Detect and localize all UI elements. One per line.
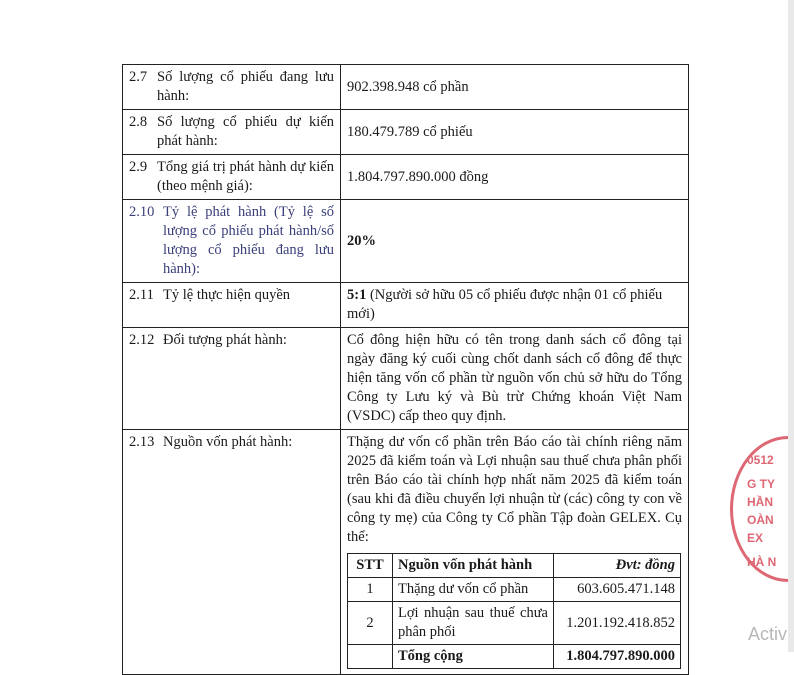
company-seal: [730, 436, 794, 582]
row-number: 2.8: [129, 114, 148, 130]
row-number: 2.13: [129, 434, 155, 450]
issuance-info-table: [122, 64, 689, 675]
row-number: 2.11: [129, 287, 154, 303]
seal-text: OÀN: [747, 513, 774, 527]
exercise-ratio-note: (Người sở hữu 05 cổ phiếu được nhận 01 cổ phiếu mới): [347, 287, 663, 322]
row-value-cell: [341, 430, 689, 675]
label-cell: [123, 283, 341, 328]
label-cell: [123, 110, 341, 155]
row-number: 2.9: [129, 159, 148, 175]
cell-stt-empty: [348, 645, 393, 669]
row-value: Thặng dư vốn cổ phần trên Báo cáo tài chính riêng năm 2025 đã kiểm toán và Lợi nhuận sau thuế chưa phân phối trên Báo cáo tài chính hợp nhất năm 2025 đã kiểm toán (sau khi đã điều chuyển lợi nhuận từ (các) công ty con về công ty mẹ) của Công ty Cổ phần Tập đoàn GELEX. Cụ thể:: [347, 434, 682, 545]
activation-watermark: Activ: [748, 624, 788, 644]
row-value: 20%: [341, 200, 689, 283]
scrollbar-track[interactable]: [788, 0, 794, 652]
row-label: Đối tượng phát hành:: [163, 332, 287, 348]
label-cell: [123, 65, 341, 110]
header-stt: STT: [348, 554, 393, 578]
total-label: Tổng cộng: [393, 645, 554, 669]
table-row: [123, 155, 689, 200]
cell-amount: 603.605.471.148: [554, 578, 681, 602]
row-label: Tỷ lệ phát hành (Tỷ lệ số lượng cổ phiếu phát hành/số lượng cổ phiếu đang lưu hành):: [163, 204, 334, 277]
label-cell: [123, 430, 341, 675]
cell-stt: 1: [348, 578, 393, 602]
seal-text: G TY: [747, 477, 776, 491]
exercise-ratio: 5:1: [347, 287, 367, 303]
cell-amount: 1.201.192.418.852: [554, 602, 681, 645]
label-cell: [123, 200, 341, 283]
row-label: Nguồn vốn phát hành:: [163, 434, 293, 450]
seal-text: EX: [747, 531, 764, 545]
row-number: 2.7: [129, 69, 148, 85]
row-value: 902.398.948 cổ phần: [341, 65, 689, 110]
table-row: [348, 602, 681, 645]
row-label: Số lượng cổ phiếu đang lưu hành:: [157, 69, 334, 104]
seal-text: 0512: [747, 453, 774, 467]
table-row: [123, 328, 689, 430]
table-row: [123, 283, 689, 328]
row-label: Tỷ lệ thực hiện quyền: [163, 287, 291, 303]
cell-stt: 2: [348, 602, 393, 645]
label-cell: [123, 328, 341, 430]
cell-source: Thặng dư vốn cổ phần: [393, 578, 554, 602]
row-label: Số lượng cổ phiếu dự kiến phát hành:: [157, 114, 334, 149]
row-number: 2.12: [129, 332, 155, 348]
row-value: [341, 283, 689, 328]
table-total-row: [348, 645, 681, 669]
label-cell: [123, 155, 341, 200]
seal-text: HÀ N: [747, 555, 777, 569]
cell-source: Lợi nhuận sau thuế chưa phân phối: [393, 602, 554, 645]
header-source: Nguồn vốn phát hành: [393, 554, 554, 578]
table-row: [123, 110, 689, 155]
table-row: [123, 200, 689, 283]
table-row: [123, 65, 689, 110]
row-label: Tổng giá trị phát hành dự kiến (theo mệnh giá):: [157, 159, 334, 194]
table-row: [348, 578, 681, 602]
header-unit: Đvt: đồng: [554, 554, 681, 578]
row-value: 180.479.789 cổ phiếu: [341, 110, 689, 155]
row-value: 1.804.797.890.000 đồng: [341, 155, 689, 200]
row-number: 2.10: [129, 204, 155, 220]
row-value: Cổ đông hiện hữu có tên trong danh sách cổ đông tại ngày đăng ký cuối cùng chốt danh sách cổ đông để thực hiện tăng vốn cổ phần từ nguồn vốn chủ sở hữu do Tổng Công ty Lưu ký và Bù trừ Chứng khoán Việt Nam (VSDC) cấp theo quy định.: [341, 328, 689, 430]
seal-text: HẦN: [747, 495, 773, 509]
table-row: [123, 430, 689, 675]
table-header-row: [348, 554, 681, 578]
total-amount: 1.804.797.890.000: [554, 645, 681, 669]
